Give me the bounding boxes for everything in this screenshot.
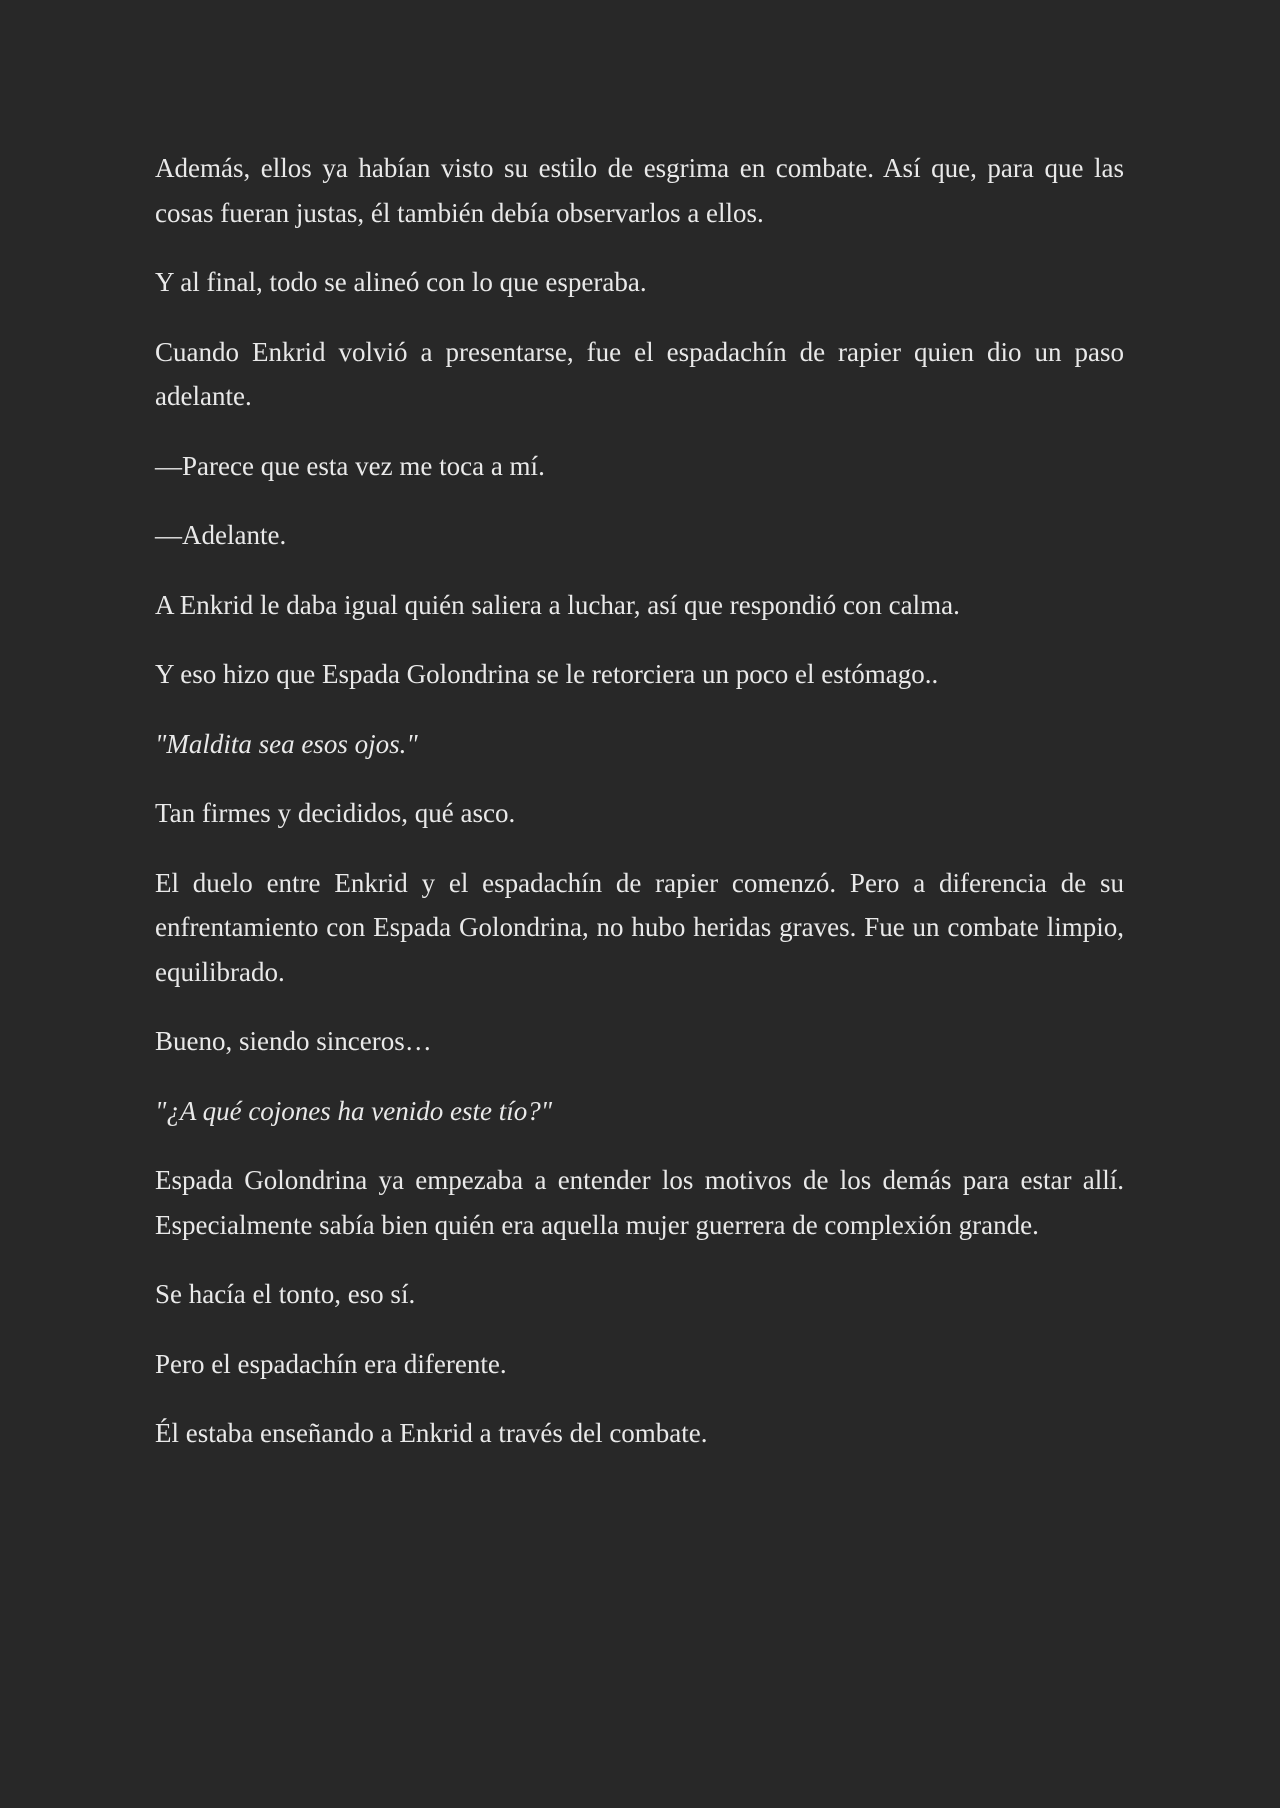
- paragraph-9: Tan firmes y decididos, qué asco.: [155, 798, 516, 828]
- paragraph-13: Espada Golondrina ya empezaba a entender los motivos de los demás para estar allí. Especialmente sabía bien quién era aquella mujer guerrera de complexión grande.: [155, 1165, 1124, 1240]
- paragraph-10: El duelo entre Enkrid y el espadachín de rapier comenzó. Pero a diferencia de su enfrentamiento con Espada Golondrina, no hubo heridas graves. Fue un combate limpio, equilibrado.: [155, 867, 1124, 987]
- paragraph-16: Él estaba enseñando a Enkrid a través del combate.: [155, 1418, 708, 1448]
- reader-page: [155, 146, 1124, 1481]
- inner-thought-2: "¿A qué cojones ha venido este tío?": [155, 1095, 553, 1126]
- paragraph-11: Bueno, siendo sinceros…: [155, 1026, 432, 1056]
- paragraph-2: Y al final, todo se alineó con lo que esperaba.: [155, 267, 647, 297]
- dialogue-line-2: —Adelante.: [155, 520, 287, 550]
- paragraph-3: Cuando Enkrid volvió a presentarse, fue el espadachín de rapier quien dio un paso adelante.: [155, 336, 1124, 411]
- paragraph-6: A Enkrid le daba igual quién saliera a luchar, así que respondió con calma.: [155, 589, 960, 620]
- paragraph-15: Pero el espadachín era diferente.: [155, 1348, 507, 1379]
- paragraph-1: Además, ellos ya habían visto su estilo de esgrima en combate. Así que, para que las cosas fueran justas, él también debía observarlos a ellos.: [155, 153, 1124, 228]
- dialogue-line-1: —Parece que esta vez me toca a mí.: [155, 450, 545, 481]
- paragraph-14: Se hacía el tonto, eso sí.: [155, 1279, 416, 1309]
- inner-thought-1: "Maldita sea esos ojos.": [155, 728, 418, 759]
- paragraph-7: Y eso hizo que Espada Golondrina se le retorciera un poco el estómago..: [155, 659, 939, 689]
